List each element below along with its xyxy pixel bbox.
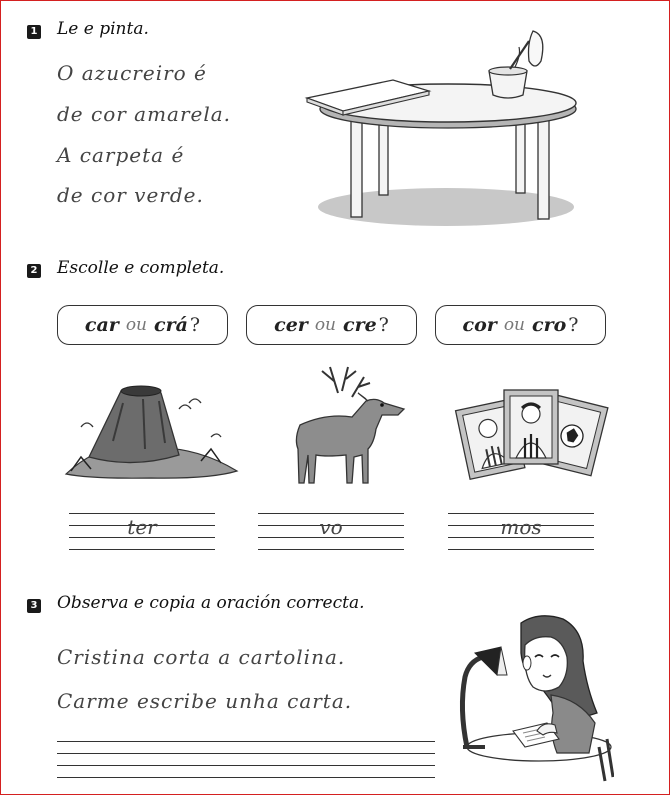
copy-lines[interactable]	[57, 741, 435, 778]
sentence-2: Carme escribe unha carta.	[57, 689, 353, 713]
exercise-3-number: 3	[27, 599, 41, 613]
football-cards-picture	[446, 386, 611, 481]
exercise-1-line-4: de cor verde.	[57, 183, 204, 207]
exercise-2-title: Escolle e completa.	[57, 258, 225, 278]
word-fragment: mos	[500, 515, 542, 539]
deer-picture	[286, 363, 411, 488]
sentence-1: Cristina corta a cartolina.	[57, 645, 346, 669]
choice-option-a: cor	[462, 314, 497, 336]
choice-separator: ou	[125, 315, 147, 335]
ruled-line	[57, 765, 435, 766]
choice-box-cer-cre[interactable]	[246, 305, 417, 345]
choice-option-b: crá	[154, 314, 188, 336]
table-illustration	[301, 25, 586, 230]
exercise-1-line-3: A carpeta é	[57, 143, 185, 167]
choice-box-cor-cro[interactable]	[435, 305, 606, 345]
write-box-vo[interactable]	[258, 513, 404, 550]
ruled-line	[57, 753, 435, 754]
word-fragment: vo	[319, 515, 343, 539]
write-box-mos[interactable]	[448, 513, 594, 550]
word-fragment: ter	[127, 515, 157, 539]
exercise-1-line-2: de cor amarela.	[57, 102, 232, 126]
question-mark: ?	[189, 314, 201, 336]
choice-separator: ou	[314, 315, 336, 335]
choice-option-b: cre	[343, 314, 377, 336]
question-mark: ?	[568, 314, 579, 336]
choice-option-a: car	[84, 314, 119, 336]
girl-writing-picture	[439, 613, 614, 783]
exercise-2-number: 2	[27, 264, 41, 278]
exercise-1-number: 1	[27, 25, 41, 39]
write-box-ter[interactable]	[69, 513, 215, 550]
exercise-1-line-1: O azucreiro é	[57, 61, 207, 85]
exercise-1-title: Le e pinta.	[57, 19, 149, 39]
choice-option-a: cer	[274, 314, 308, 336]
choice-option-b: cro	[532, 314, 567, 336]
choice-separator: ou	[503, 315, 525, 335]
exercise-3-title: Observa e copia a oración correcta.	[57, 593, 365, 613]
volcano-picture	[61, 379, 241, 484]
question-mark: ?	[378, 314, 389, 336]
choice-box-car-cra[interactable]	[57, 305, 228, 345]
